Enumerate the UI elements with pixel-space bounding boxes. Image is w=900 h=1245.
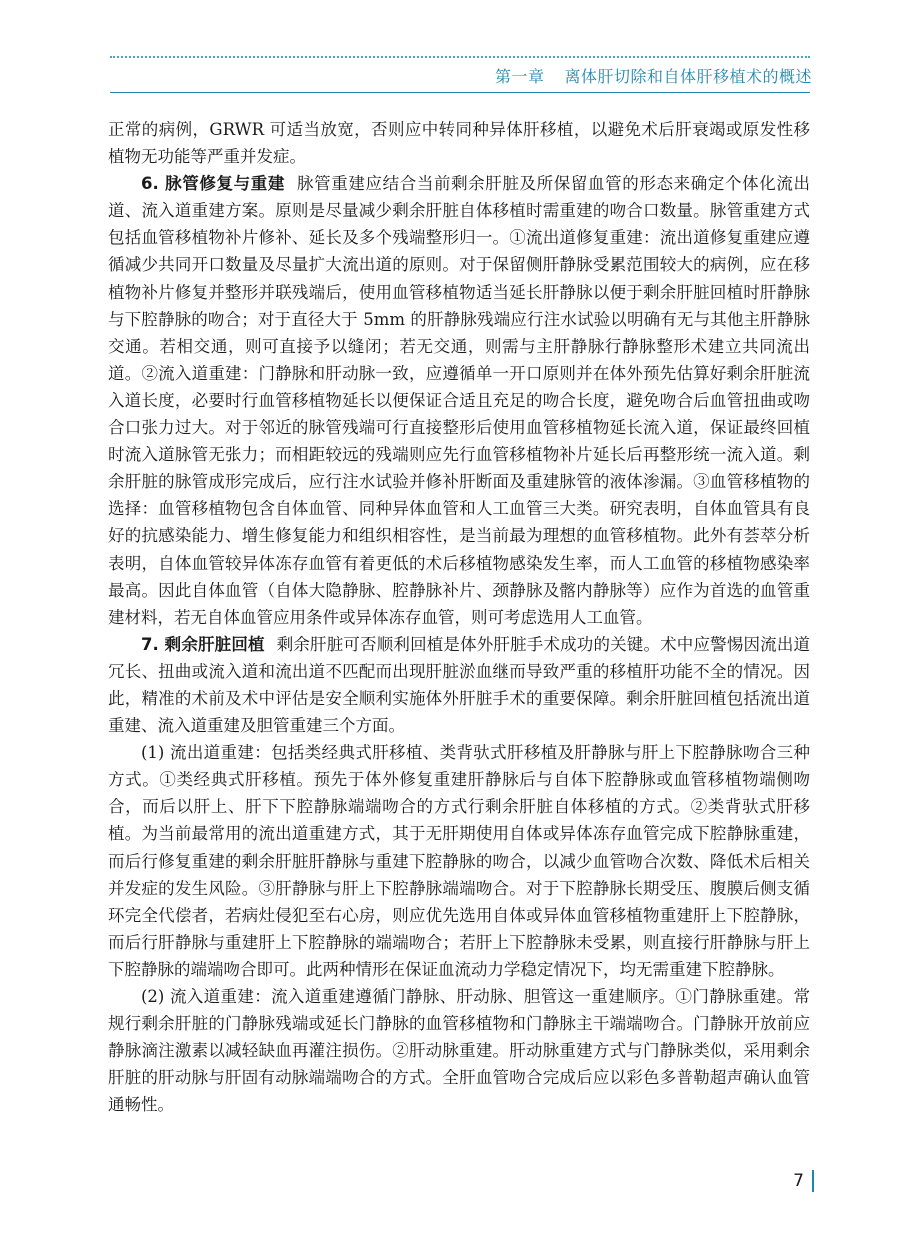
chapter-title: 离体肝切除和自体肝移植术的概述: [564, 67, 812, 86]
section-7-body: 剩余肝脏可否顺利回植是体外肝脏手术成功的关键。术中应警惕因流出道冗长、扭曲或流入道和流出道不匹配而出现肝脏淤血继而导致严重的移植肝功能不全的情况。因此，精准的术前及术中评估是安全顺利实施体外肝脏手术的重要保障。剩余肝脏回植包括流出道重建、流入道重建及胆管重建三个方面。: [108, 634, 811, 736]
header-rule: [110, 92, 810, 93]
page-footer: [793, 1170, 814, 1192]
section-7-paragraph: [108, 631, 810, 739]
paragraph-continuation: 正常的病例，GRWR 可适当放宽，否则应中转同种异体肝移植，以避免术后肝衰竭或原发性移植物无功能等严重并发症。: [108, 120, 810, 167]
page-number: 7: [793, 1171, 804, 1191]
section-7-heading: 7. 剩余肝脏回植: [141, 634, 265, 654]
chapter-number: 第一章: [494, 67, 545, 86]
section-6-body: 脉管重建应结合当前剩余肝脏及所保留血管的形态来确定个体化流出道、流入道重建方案。原则是尽量减少剩余肝脏自体移植时需重建的吻合口数量。脉管重建方式包括血管移植物补片修补、延长及多个残端整形归一。①流出道修复重建：流出道修复重建应遵循减少共同开口数量及尽量扩大流出道的原则。对于保留侧肝静脉受累范围较大的病例，应在移植物补片修复并整形并联残端后，使用血管移植物适当延长肝静脉以便于剩余肝脏回植时肝静脉与下腔静脉的吻合；对于直径大于 5mm 的肝静脉残端应行注水试验以明确有无与其他主肝静脉交通。若相交通，则可直接予以缝闭；若无交通，则需与主肝静脉行静脉整形术建立共同流出道。②流入道重建：门静脉和肝动脉一致，应遵循单一开口原则并在体外预先估算好剩余肝脏流入道长度，必要时行血管移植物延长以便保证合适且充足的吻合长度，避免吻合后血管扭曲或吻合口张力过大。对于邻近的脉管残端可行直接整形后使用血管移植物延长流入道，保证最终回植时流入道脉管无张力；而相距较远的残端则应先行血管移植物补片延长后再整形统一流入道。剩余肝脏的脉管成形完成后，应行注水试验并修补肝断面及重建脉管的液体渗漏。③血管移植物的选择：血管移植物包含自体血管、同种异体血管和人工血管三大类。研究表明，自体血管具有良好的抗感染能力、增生修复能力和组织相容性，是当前最为理想的血管移植物。此外有荟萃分析表明，自体血管较异体冻存血管有着更低的术后移植物感染发生率，而人工血管的移植物感染率最高。因此自体血管（自体大隐静脉、腔静脉补片、颈静脉及髂内静脉等）应作为首选的血管重建材料，若无自体血管应用条件或异体冻存血管，则可考虑选用人工血管。: [108, 174, 810, 627]
header-dotted-rule: [110, 56, 810, 58]
page-number-bar: [812, 1170, 814, 1192]
outflow-reconstruction-paragraph: (1) 流出道重建：包括类经典式肝移植、类背驮式肝移植及肝静脉与肝上下腔静脉吻合三种方式。①类经典式肝移植。预先于体外修复重建肝静脉后与自体下腔静脉或血管移植物端侧吻合，而后以肝上、肝下下腔静脉端端吻合的方式行剩余肝脏自体移植的方式。②类背驮式肝移植。为当前最常用的流出道重建方式，其于无肝期使用自体或异体冻存血管完成下腔静脉重建，而后行修复重建的剩余肝脏肝静脉与重建下腔静脉的吻合，以减少血管吻合次数、降低术后相关并发症的发生风险。③肝静脉与肝上下腔静脉端端吻合。对于下腔静脉长期受压、腹膜后侧支循环完全代偿者，若病灶侵犯至右心房，则应优先选用自体或异体血管移植物重建肝上下腔静脉，而后行肝静脉与重建肝上下腔静脉的端端吻合；若肝上下腔静脉未受累，则直接行肝静脉与肝上下腔静脉的端端吻合即可。此两种情形在保证血流动力学稳定情况下，均无需重建下腔静脉。: [108, 743, 810, 979]
body-text: [108, 116, 810, 1118]
running-header: [495, 64, 812, 87]
inflow-reconstruction-paragraph: (2) 流入道重建：流入道重建遵循门静脉、肝动脉、胆管这一重建顺序。①门静脉重建。常规行剩余肝脏的门静脉残端或延长门静脉的血管移植物和门静脉主干端端吻合。门静脉开放前应静脉滴注激素以减轻缺血再灌注损伤。②肝动脉重建。肝动脉重建方式与门静脉类似，采用剩余肝脏的肝动脉与肝固有动脉端端吻合的方式。全肝血管吻合完成后应以彩色多普勒超声确认血管通畅性。: [108, 987, 810, 1115]
section-6-paragraph: [108, 170, 810, 631]
section-6-heading: 6. 脉管修复与重建: [141, 174, 285, 194]
